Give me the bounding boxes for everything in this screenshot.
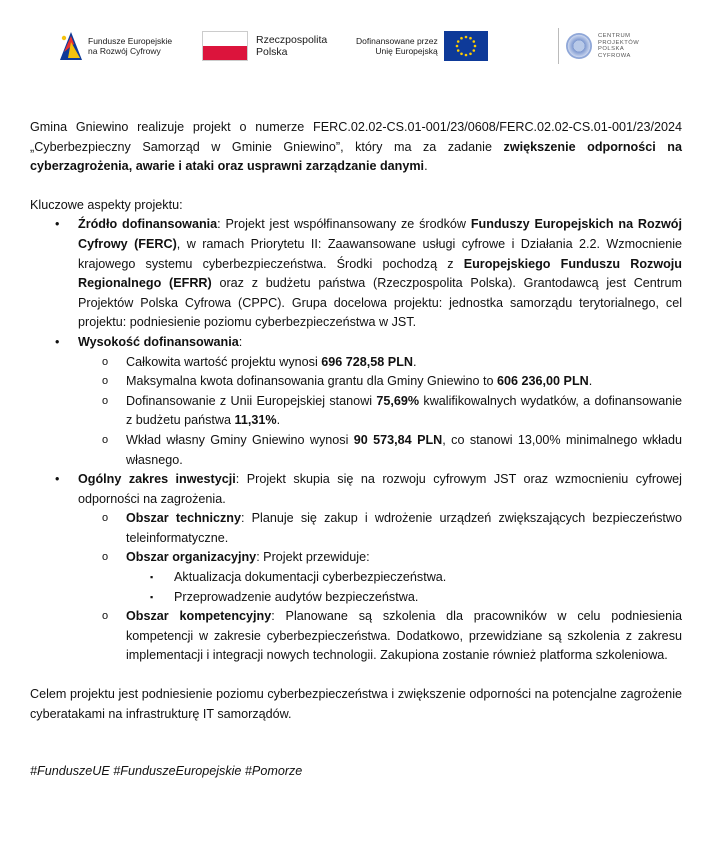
ue-line1: Dofinansowane przez: [356, 36, 438, 46]
rp-line1: Rzeczpospolita: [256, 34, 328, 46]
header-logos: [60, 24, 660, 68]
funding-total: o Całkowita wartość projektu wynosi 696 728,58 PLN.: [78, 353, 682, 373]
list-item-source: • Źródło dofinansowania: Projekt jest współfinansowany ze środków Funduszy Europejskich na Rozwój Cyfrowy (FERC), w ramach Priorytetu II: Zaawansowane usługi cyfrowe i Działania 2.2. Wzmocnienie krajowego systemu cyberbezpieczeństwa. Środki pochodzą z Europejskiego Funduszu Rozwoju Regionalnego (EFRR) oraz z budżetu państwa (Rzeczpospolita Polska). Grantodawcą jest Centrum Projektów Polska Cyfrowa (CPPC). Grupa docelowa projektu: jednostka samorządu terytorialnego, cel projektu: podniesienie poziomu cyberbezpieczeństwa w JST.: [55, 217, 682, 330]
cppc-line3: POLSKA: [598, 46, 625, 52]
bullet-icon: •: [55, 472, 60, 487]
cppc-text: [598, 33, 639, 59]
circle-bullet-icon: o: [102, 355, 109, 368]
document-body: [30, 118, 682, 782]
rp-text: [256, 34, 327, 58]
list-item-funding: • Wysokość dofinansowania: o Całkowita wartość projektu wynosi 696 728,58 PLN. o Maksymalna kwota dofinansowania grantu dla Gminy Gniewino to 606 236,00 PLN. o Dofinansowanie z Unii Europejskiej stanowi 75,69% kwalifikowalnych wydatków, a dofinansowanie z budżetu państwa 11,31%. o Wkład własny Gminy Gniewino wynosi 90 573,84 PLN, co stanowi 13,00% minimalnego wkładu własnego.: [30, 333, 682, 470]
scope-organizational: o Obszar organizacyjny: Projekt przewiduje: ▪ Aktualizacja dokumentacji cyberbezpieczeństwa. ▪ Przeprowadzenie audytów bezpieczeństwa.: [78, 548, 682, 607]
circle-bullet-icon: o: [102, 375, 109, 388]
bullet-icon: •: [55, 217, 60, 232]
fe-mark-icon: [60, 32, 82, 60]
funding-share: o Dofinansowanie z Unii Europejskiej stanowi 75,69% kwalifikowalnych wydatków, a dofinansowanie z budżetu państwa 11,31%.: [102, 393, 682, 428]
fe-line2: na Rozwój Cyfrowy: [88, 46, 161, 56]
square-bullet-icon: ▪: [150, 572, 154, 583]
cppc-line1: CENTRUM: [598, 33, 631, 39]
organizational-list: [126, 568, 682, 607]
rp-logo: [202, 24, 327, 68]
organizational-item: ▪ Przeprowadzenie audytów bezpieczeństwa.: [126, 588, 682, 608]
cppc-mark-icon: [566, 33, 592, 59]
rp-line2: Polska: [256, 46, 288, 58]
list-item-scope: • Ogólny zakres inwestycji: Projekt skupia się na rozwoju cyfrowym JST oraz wzmocnieniu cyfrowej odporności na zagrożenia. o Obszar techniczny: Planuje się zakup i wdrożenie urządzeń zwiększających bezpieczeństwo teleinformatyczne. o Obszar organizacyjny: Projekt przewiduje: ▪ Aktualizacja dokumentacji cyberbezpieczeństwa. ▪ Przeprowadzenie audytów bezpieczeństwa. o Obszar kompetencyjny: Planowane są szkolenia dla pracowników w celu podniesienia kompetencji w zakresie cyberbezpieczeństwa. Dodatkowo, przewidziane są szkolenia z zakresu implementacji i integracji nowych technologii. Zakupiona zostanie również platforma szkoleniowa.: [30, 470, 682, 666]
funding-list: [78, 353, 682, 471]
cppc-line4: CYFROWA: [598, 52, 631, 59]
funding-max-grant: o Maksymalna kwota dofinansowania grantu dla Gminy Gniewino to 606 236,00 PLN.: [78, 372, 682, 392]
cppc-line2: PROJEKTÓW: [598, 39, 640, 46]
circle-bullet-icon: o: [102, 610, 109, 623]
polish-flag-icon: [202, 31, 248, 61]
circle-bullet-icon: o: [102, 394, 109, 407]
hashtags: #FunduszeUE #FunduszeEuropejskie #Pomorze: [30, 764, 303, 779]
scope-list: [78, 509, 682, 666]
fe-logo: [60, 24, 172, 68]
circle-bullet-icon: o: [102, 433, 109, 446]
aspects-heading: Kluczowe aspekty projektu:: [30, 197, 183, 212]
circle-bullet-icon: o: [102, 512, 109, 525]
circle-bullet-icon: o: [102, 551, 109, 564]
conclusion-paragraph: Celem projektu jest podniesienie poziomu cyberbezpieczeństwa i zwiększenie odporności na potencjalne zagrożenie cyberatakami na infrastrukturę IT samorządów.: [30, 687, 682, 721]
scope-competence: o Obszar kompetencyjny: Planowane są szkolenia dla pracowników w celu podniesienia kompetencji w zakresie cyberbezpieczeństwa. Dodatkowo, przewidziane są szkolenia z zakresu implementacji i integracji nowych technologii. Zakupiona zostanie również platforma szkoleniowa.: [102, 609, 682, 663]
ue-text: [356, 36, 438, 56]
ue-line2: Unię Europejską: [375, 46, 438, 56]
eu-flag-icon: [444, 31, 488, 61]
intro-paragraph: Gmina Gniewino realizuje projekt o numerze FERC.02.02-CS.01-001/23/0608/FERC.02.02-CS.01-001/23/2024 „Cyberbezpieczny Samorząd w Gminie Gniewino”, który ma za zadanie zwiększenie odporności na cyberzagrożenia, awarie i ataki oraz usprawni zarządzanie danymi.: [30, 120, 682, 174]
aspects-list: [30, 215, 682, 666]
fe-line1: Fundusze Europejskie: [88, 36, 173, 46]
organizational-item: ▪ Aktualizacja dokumentacji cyberbezpieczeństwa.: [126, 568, 682, 588]
funding-own-contribution: o Wkład własny Gminy Gniewino wynosi 90 573,84 PLN, co stanowi 13,00% minimalnego wkładu własnego.: [102, 432, 682, 467]
cppc-logo: [566, 24, 639, 68]
ue-logo: [356, 24, 488, 68]
square-bullet-icon: ▪: [150, 591, 154, 602]
bullet-icon: •: [55, 334, 60, 349]
fe-text: [88, 36, 172, 56]
logo-separator: [558, 28, 559, 64]
scope-technical: o Obszar techniczny: Planuje się zakup i wdrożenie urządzeń zwiększających bezpieczeństwo teleinformatyczne.: [102, 511, 683, 545]
